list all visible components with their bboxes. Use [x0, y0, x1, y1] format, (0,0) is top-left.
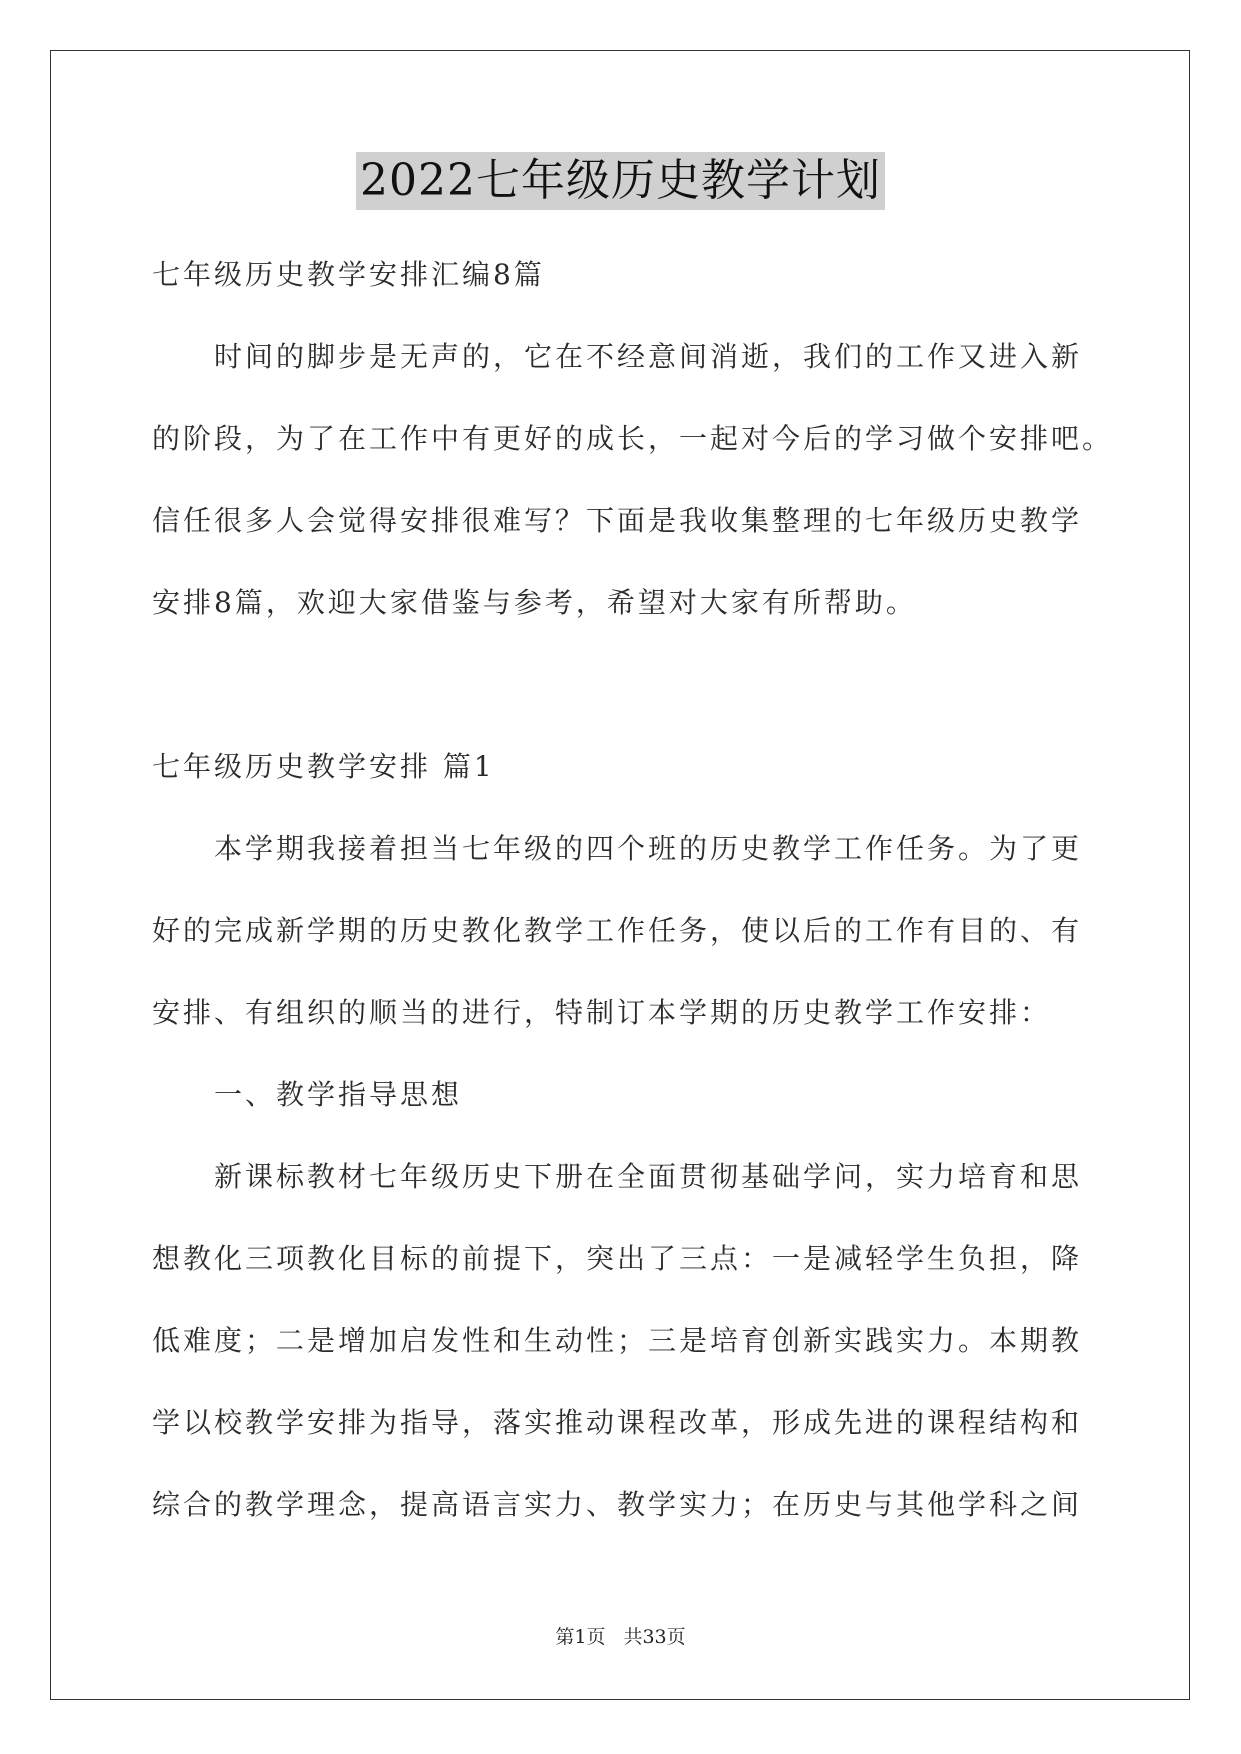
paragraph-line: 本学期我接着担当七年级的四个班的历史教学工作任务。为了更 — [214, 832, 1083, 865]
paragraph-line: 信任很多人会觉得安排很难写？下面是我收集整理的七年级历史教学 — [152, 504, 1083, 537]
paragraph-line: 的阶段，为了在工作中有更好的成长，一起对今后的学习做个安排吧。 — [152, 422, 1114, 455]
document-title: 2022七年级历史教学计划 — [356, 152, 885, 210]
paragraph-line: 学以校教学安排为指导，落实推动课程改革，形成先进的课程结构和 — [152, 1406, 1083, 1439]
page-total: 共33页 — [623, 1626, 686, 1648]
subsection-heading: 一、教学指导思想 — [214, 1078, 463, 1111]
paragraph-line: 综合的教学理念，提高语言实力、教学实力；在历史与其他学科之间 — [152, 1488, 1083, 1521]
section-heading: 七年级历史教学安排 篇1 — [152, 750, 495, 783]
paragraph-line: 好的完成新学期的历史教化教学工作任务，使以后的工作有目的、有 — [152, 914, 1083, 947]
title-wrap — [0, 152, 1241, 210]
page-footer — [0, 1622, 1241, 1649]
blank-line — [152, 644, 1092, 726]
page-number: 第1页 — [555, 1626, 606, 1648]
paragraph-line: 新课标教材七年级历史下册在全面贯彻基础学问，实力培育和思 — [214, 1160, 1083, 1193]
paragraph-line: 低难度；二是增加启发性和生动性；三是培育创新实践实力。本期教 — [152, 1324, 1083, 1357]
paragraph-line: 安排、有组织的顺当的进行，特制订本学期的历史教学工作安排： — [152, 996, 1052, 1029]
paragraph-line: 时间的脚步是无声的，它在不经意间消逝，我们的工作又进入新 — [214, 340, 1083, 373]
subtitle-line: 七年级历史教学安排汇编8篇 — [152, 258, 545, 291]
document-body — [152, 234, 1114, 1546]
paragraph-line: 想教化三项教化目标的前提下，突出了三点：一是减轻学生负担，降 — [152, 1242, 1083, 1275]
paragraph-line: 安排8篇，欢迎大家借鉴与参考，希望对大家有所帮助。 — [152, 586, 917, 619]
